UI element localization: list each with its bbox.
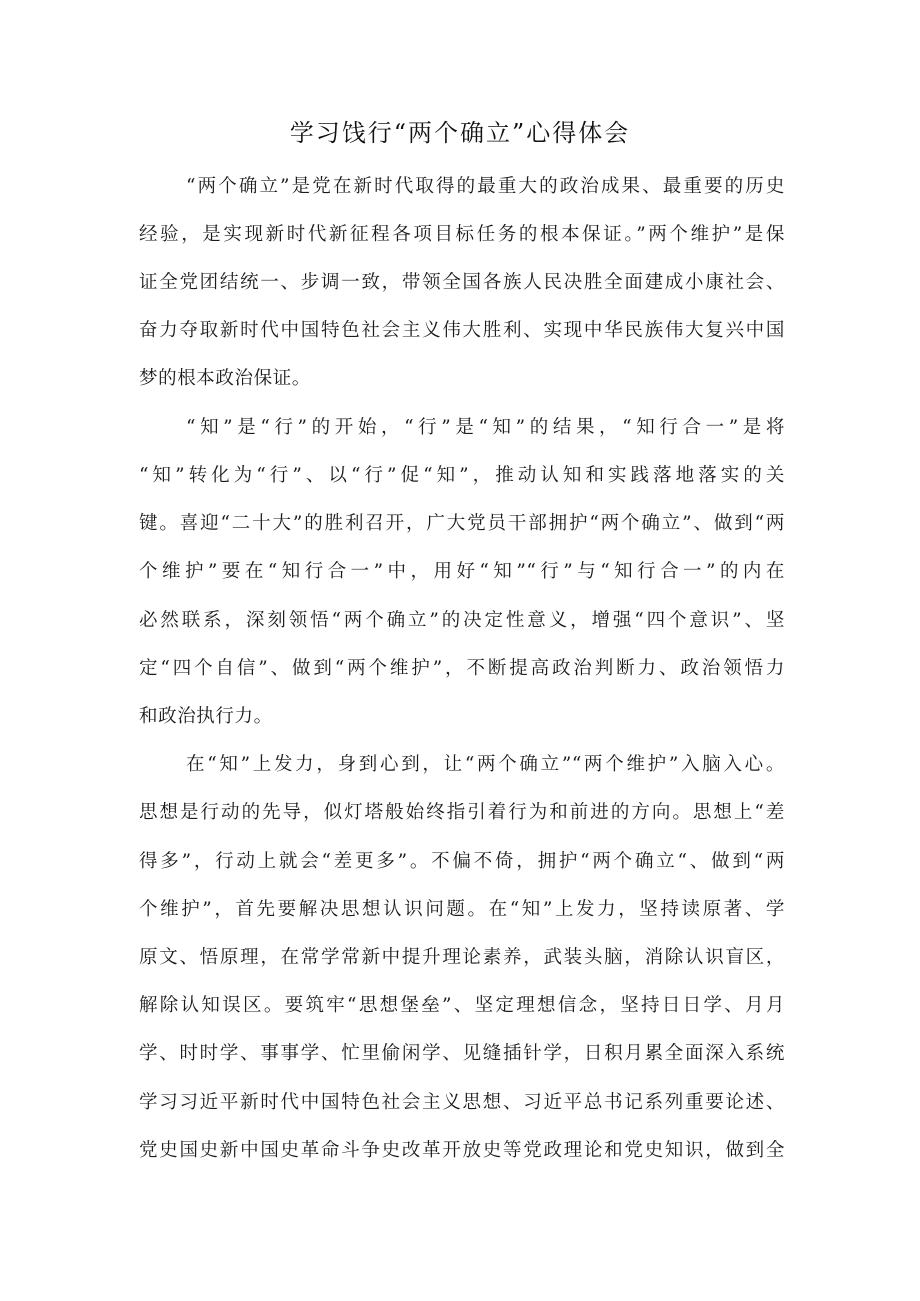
paragraph-line: “知”是“行”的开始，“行”是“知”的结果，“知行合一”是将 xyxy=(186,417,785,438)
paragraph-line: 经验，是实现新时代新征程各项目标任务的根本保证。”两个维护”是保 xyxy=(139,224,785,245)
paragraph-line: 个维护”要在“知行合一”中，用好“知”“行”与“知行合一”的内在 xyxy=(139,561,785,582)
paragraph-line: 个维护”，首先要解决思想认识问题。在“知”上发力，坚持读原著、学 xyxy=(139,899,785,920)
paragraph-line: 必然联系，深刻领悟“两个确立”的决定性意义，增强“四个意识”、坚 xyxy=(139,610,785,631)
paragraph-line: 解除认知误区。要筑牢“思想堡垒”、坚定理想信念，坚持日日学、月月 xyxy=(139,995,785,1016)
paragraph-line: 学习习近平新时代中国特色社会主义思想、习近平总书记系列重要论述、 xyxy=(139,1092,785,1113)
paragraph-line: 在“知”上发力，身到心到，让“两个确立”“两个维护”入脑入心。 xyxy=(186,754,785,775)
paragraph-line: 得多”，行动上就会“差更多”。不偏不倚，拥护“两个确立“、做到“两 xyxy=(139,851,785,872)
paragraph-line: 奋力夺取新时代中国特色社会主义伟大胜利、实现中华民族伟大复兴中国 xyxy=(139,320,785,341)
paragraph-line: 定“四个自信”、做到“两个维护”，不断提高政治判断力、政治领悟力 xyxy=(139,658,785,679)
paragraph-line: 梦的根本政治保证。 xyxy=(139,368,311,389)
paragraph-line: 原文、悟原理，在常学常新中提升理论素养，武装头脑，消除认识盲区， xyxy=(139,947,785,968)
paragraph-line: “两个确立”是党在新时代取得的最重大的政治成果、最重要的历史 xyxy=(186,176,785,197)
document-title: 学习饯行“两个确立”心得体会 xyxy=(289,119,631,147)
paragraph-line: 党史国史新中国史革命斗争史改革开放史等党政理论和党史知识，做到全 xyxy=(139,1140,785,1161)
paragraph-line: “知”转化为“行”、以“行”促“知”，推动认知和实践落地落实的关 xyxy=(139,465,785,486)
paragraph-line: 证全党团结统一、步调一致，带领全国各族人民决胜全面建成小康社会、 xyxy=(139,272,785,293)
paragraph-line: 学、时时学、事事学、忙里偷闲学、见缝插针学，日积月累全面深入系统 xyxy=(139,1043,785,1064)
paragraph-line: 和政治执行力。 xyxy=(139,706,273,727)
paragraph-line: 思想是行动的先导，似灯塔般始终指引着行为和前进的方向。思想上“差 xyxy=(139,802,785,823)
paragraph-line: 键。喜迎“二十大”的胜利召开，广大党员干部拥护“两个确立”、做到“两 xyxy=(139,513,785,534)
